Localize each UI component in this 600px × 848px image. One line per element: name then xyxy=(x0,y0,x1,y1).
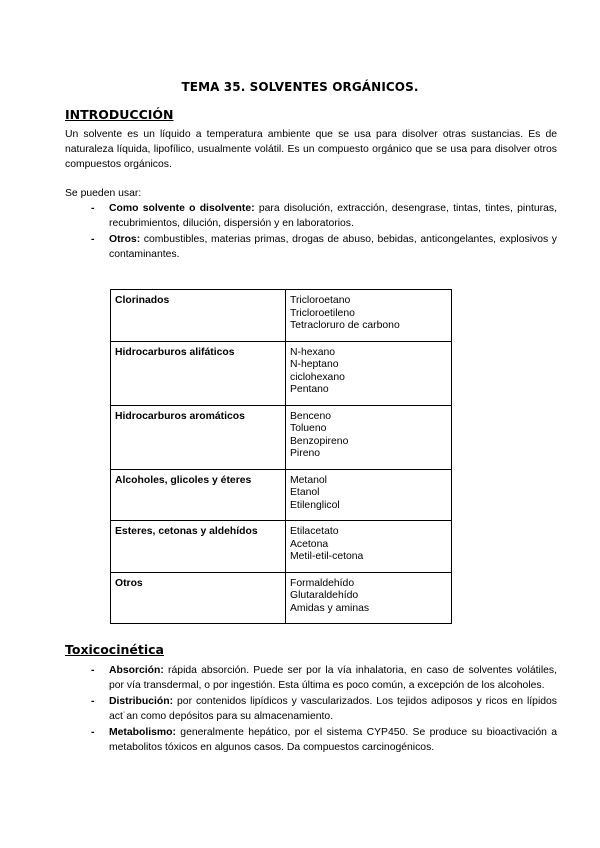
table-item: Tolueno xyxy=(290,423,327,434)
dash-bullet: - xyxy=(91,727,95,738)
table-item: Benceno xyxy=(290,410,332,422)
table-item: Tetracloruro de carbono xyxy=(290,320,400,331)
list-item-text: para disolución, extracción, desengrase, tintas, tintes, pinturas, recubrimientos, dilución, dispersión y en laboratorios. xyxy=(109,203,557,229)
uses-list xyxy=(65,201,557,263)
table-item: Benzopireno xyxy=(290,435,349,447)
table-item: Tricloroetileno xyxy=(290,307,355,319)
table-cell-items xyxy=(286,405,452,469)
list-item xyxy=(65,663,557,693)
list-item-text: generalmente hepático, por el sistema CYP450. Se produce su bioactivación a metabolitos tóxicos en algunos casos. Da compuestos carcinogénicos. xyxy=(109,727,557,753)
table-item: ciclohexano xyxy=(290,371,345,383)
table-cell-items xyxy=(286,290,452,342)
table-item: Etilenglicol xyxy=(290,499,340,511)
list-item-text: combustibles, materias primas, drogas de abuso, bebidas, anticongelantes, explosivos y contaminantes. xyxy=(109,234,557,260)
table-row xyxy=(111,469,452,521)
list-item xyxy=(65,201,557,231)
table-item: N-heptano xyxy=(290,359,339,370)
list-item xyxy=(65,725,557,755)
table-row xyxy=(111,290,452,342)
table-item: Metil-etil-cetona xyxy=(290,551,364,562)
list-item-label: Metabolismo: xyxy=(109,727,176,738)
list-item-text: rápida absorción. Puede ser por la vía inhalatoria, en caso de solventes volátiles, por vía transdermal, o por ingestión. Esta última es poco común, a excepción de los alcoholes. xyxy=(109,665,557,691)
section-heading-introduccion: INTRODUCCIÓN xyxy=(65,107,174,122)
table-cell-items xyxy=(286,469,452,521)
list-item xyxy=(65,694,557,724)
table-row xyxy=(111,405,452,469)
uses-intro-text: Se pueden usar: xyxy=(65,188,142,199)
list-item-label: Otros: xyxy=(109,234,141,245)
table-item: Pentano xyxy=(290,384,329,395)
list-item-text: por contenidos lipídicos y vascularizados. Los tejidos adiposos y ricos en lípidos act˙an como depósitos para su almacenamiento. xyxy=(109,696,557,722)
table-item: Etanol xyxy=(290,487,320,498)
table-cell-category: Otros xyxy=(111,572,286,624)
dash-bullet: - xyxy=(91,696,95,707)
list-item xyxy=(65,232,557,262)
list-item-label: Absorción: xyxy=(109,665,164,676)
list-item-label: Como solvente o disolvente: xyxy=(109,203,255,214)
table-item: Glutaraldehído xyxy=(290,590,359,601)
solvents-table xyxy=(110,289,452,624)
page-title: TEMA 35. SOLVENTES ORGÁNICOS. xyxy=(181,80,419,94)
table-row xyxy=(111,521,452,573)
section-heading-toxicocinetica: Toxicocinética xyxy=(65,642,164,657)
table-cell-category: Clorinados xyxy=(111,290,286,342)
dash-bullet: - xyxy=(91,203,95,214)
table-item: N-hexano xyxy=(290,346,336,358)
dash-bullet: - xyxy=(91,234,95,245)
intro-paragraph: Un solvente es un líquido a temperatura ambiente que se usa para disolver otras sustancias. Es de naturaleza líquida, lipofílico, usualmente volátil. Es un compuesto orgánico que se usa para disolver otros compuestos orgánicos. xyxy=(65,129,557,170)
table-cell-category: Hidrocarburos aromáticos xyxy=(111,405,286,469)
table-item: Acetona xyxy=(290,538,329,550)
table-item: Tricloroetano xyxy=(290,295,351,306)
toxicokinetics-list xyxy=(65,663,557,756)
table-row xyxy=(111,572,452,624)
table-item: Formaldehído xyxy=(290,577,355,589)
table-cell-category: Alcoholes, glicoles y éteres xyxy=(111,469,286,521)
table-cell-items xyxy=(286,341,452,405)
table-item: Metanol xyxy=(290,474,327,486)
table-cell-category: Esteres, cetonas y aldehídos xyxy=(111,521,286,573)
table-cell-category: Hidrocarburos alifáticos xyxy=(111,341,286,405)
table-row xyxy=(111,341,452,405)
table-cell-items xyxy=(286,521,452,573)
table-item: Pireno xyxy=(290,448,321,459)
table-item: Etilacetato xyxy=(290,526,339,537)
table-item: Amidas y aminas xyxy=(290,602,370,614)
list-item-label: Distribución: xyxy=(109,696,174,707)
table-cell-items xyxy=(286,572,452,624)
dash-bullet: - xyxy=(91,665,95,676)
